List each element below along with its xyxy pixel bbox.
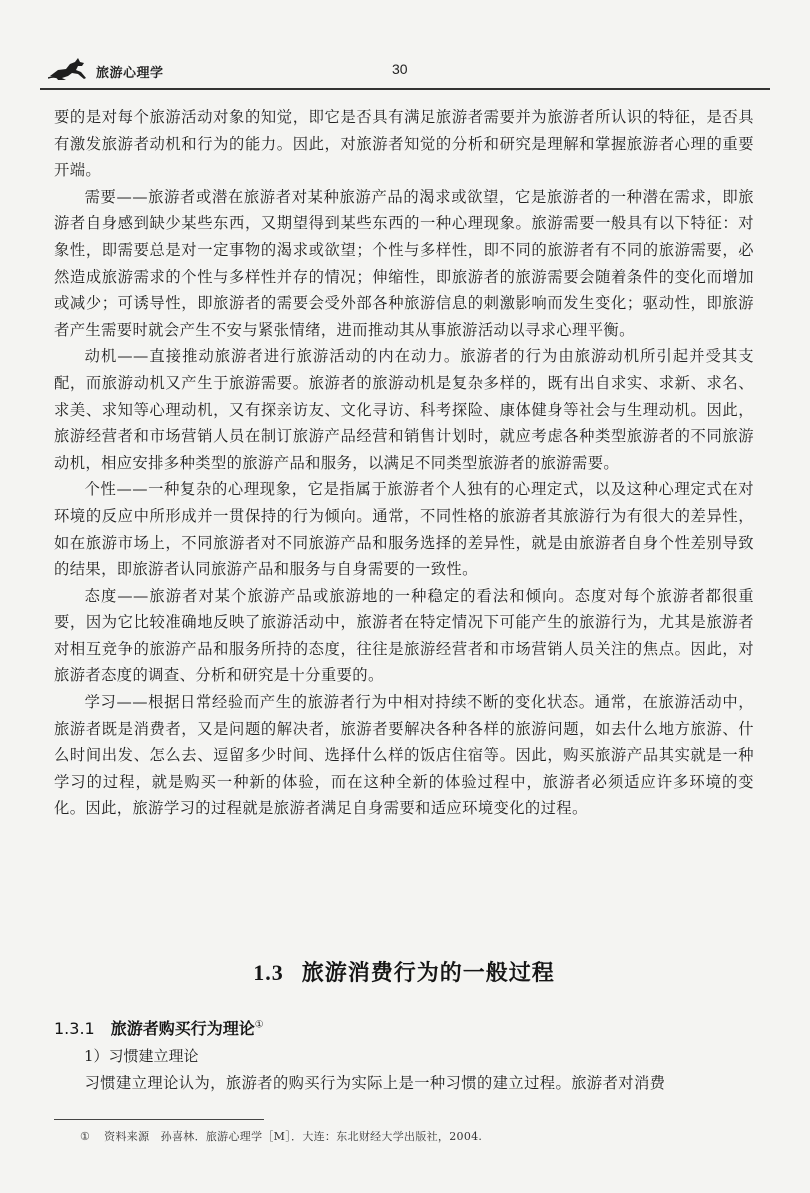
- paragraph-personality: 个性——一种复杂的心理现象，它是指属于旅游者个人独有的心理定式，以及这种心理定式在对环境的反应中所形成并一贯保持的行为倾向。通常，不同性格的旅游者其旅游行为有很大的差异性，如在旅游市场上，不同旅游者对不同旅游产品和服务选择的差异性，就是由旅游者自身个性差别导致的结果，即旅游者认同旅游产品和服务与自身需要的一致性。: [54, 480, 754, 579]
- paragraph-motivation: 动机——直接推动旅游者进行旅游活动的内在动力。旅游者的行为由旅游动机所引起并受其支配，而旅游动机又产生于旅游需要。旅游者的旅游动机是复杂多样的，既有出自求实、求新、求名、求美、求知等心理动机，又有探亲访友、文化寻访、科考探险、康体健身等社会与生理动机。因此，旅游经营者和市场营销人员在制订旅游产品经营和销售计划时，就应考虑各种类型旅游者的不同旅游动机，相应安排多种类型的旅游产品和服务，以满足不同类型旅游者的旅游需要。: [54, 347, 754, 472]
- paragraph-habit: 习惯建立理论认为，旅游者的购买行为实际上是一种习惯的建立过程。旅游者对消费: [84, 1074, 666, 1092]
- footnote-reference: ①: [254, 1019, 264, 1031]
- paragraph-need: 需要——旅游者或潜在旅游者对某种旅游产品的渴求或欲望，它是旅游者的一种潜在需求，即旅游者自身感到缺少某些东西，又期望得到某些东西的一种心理现象。旅游需要一般具有以下特征：对象性，即需要总是对一定事物的渴求或欲望；个性与多样性，即不同的旅游者有不同的旅游需要，必然造成旅游需求的个性与多样性并存的情况；伸缩性，即旅游者的旅游需要会随着条件的变化而增加或减少；可诱导性，即旅游者的需要会受外部各种旅游信息的刺激影响而发生变化；驱动性，即旅游者产生需要时就会产生不安与紧张情绪，进而推动其从事旅游活动以寻求心理平衡。: [54, 187, 754, 339]
- main-content: [54, 104, 754, 1092]
- paragraph-continued: 要的是对每个旅游活动对象的知觉，即它是否具有满足旅游者需要并为旅游者所认识的特征，是否具有激发旅游者动机和行为的能力。因此，对旅游者知觉的分析和研究是理解和掌握旅游者心理的重要开端。: [54, 108, 754, 180]
- footnote-text: 资料来源 孙喜林．旅游心理学［M］．大连：东北财经大学出版社，2004.: [104, 1130, 483, 1143]
- footnote-divider: [54, 1119, 264, 1120]
- running-horse-icon: [48, 56, 94, 82]
- footnote-mark: ①: [80, 1130, 91, 1143]
- page-number: 30: [392, 61, 408, 77]
- book-title: 旅游心理学: [96, 66, 164, 81]
- running-header: [40, 50, 770, 90]
- footnote: [80, 1128, 482, 1144]
- header-divider: [40, 88, 770, 90]
- section-title-text: 旅游消费行为的一般过程: [301, 960, 555, 986]
- section-number: 1.3: [253, 960, 284, 985]
- item-heading: 1）习惯建立理论: [84, 1047, 199, 1065]
- paragraph-attitude: 态度——旅游者对某个旅游产品或旅游地的一种稳定的看法和倾向。态度对每个旅游者都很重要，因为它比较准确地反映了旅游活动中，旅游者在特定情况下可能产生的旅游行为，尤其是旅游者对相互竞争的旅游产品和服务所持的态度，往往是旅游经营者和市场营销人员关注的焦点。因此，对旅游者态度的调查、分析和研究是十分重要的。: [54, 586, 754, 685]
- section-heading: [54, 956, 754, 987]
- subsection-title-text: 旅游者购买行为理论: [110, 1019, 255, 1038]
- subsection-heading: [54, 1016, 264, 1039]
- paragraph-learning: 学习——根据日常经验而产生的旅游者行为中相对持续不断的变化状态。通常，在旅游活动中，旅游者既是消费者，又是问题的解决者，旅游者要解决各种各样的旅游问题，如去什么地方旅游、什么时间出发、怎么去、逗留多少时间、选择什么样的饭店住宿等。因此，购买旅游产品其实就是一种学习的过程，就是购买一种新的体验，而在这种全新的体验过程中，旅游者必须适应许多环境的变化。因此，旅游学习的过程就是旅游者满足自身需要和适应环境变化的过程。: [54, 693, 754, 818]
- subsection-number: 1.3.1: [54, 1019, 95, 1038]
